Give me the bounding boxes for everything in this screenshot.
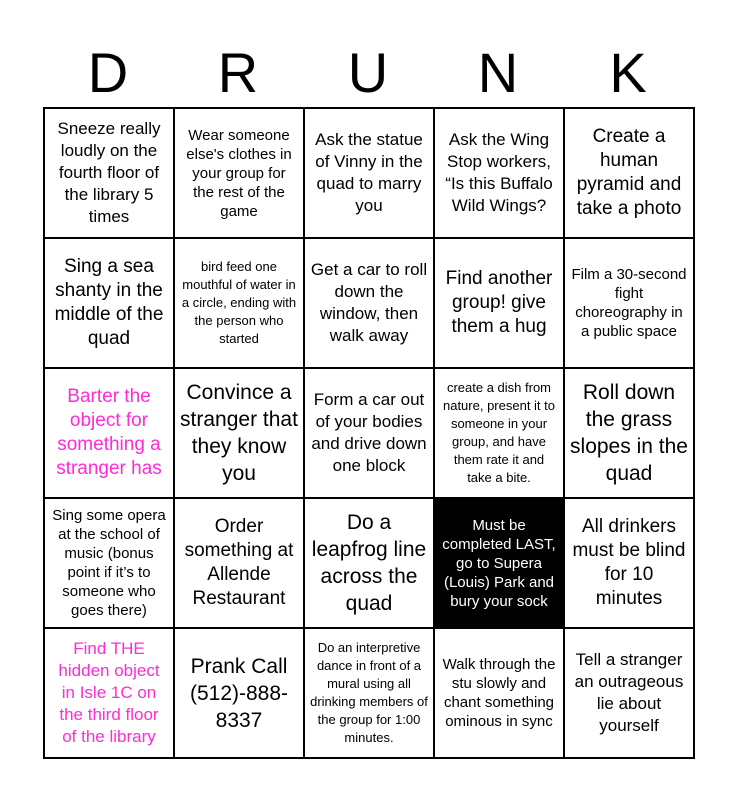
bingo-cell[interactable] <box>435 369 565 499</box>
bingo-cell[interactable] <box>565 109 695 239</box>
cell-text: Prank Call (512)-888-8337 <box>189 654 289 732</box>
cell-text: Film a 30-second fight choreography in a public space <box>571 266 687 340</box>
bingo-cell[interactable] <box>565 499 695 629</box>
cell-text: Tell a stranger an outrageous lie about yourself <box>574 650 684 735</box>
cell-text: Sing some opera at the school of music (bonus point if it’s to someone who goes there) <box>52 507 166 619</box>
cell-text: Sing a sea shanty in the middle of the quad <box>54 256 164 349</box>
cell-text: Convince a stranger that they know you <box>180 381 298 485</box>
bingo-cell[interactable] <box>45 499 175 629</box>
cell-text: bird feed one mouthful of water in a circle, ending with the person who started <box>181 259 297 346</box>
bingo-grid <box>43 107 695 759</box>
bingo-cell[interactable] <box>305 629 435 759</box>
bingo-cell[interactable] <box>45 369 175 499</box>
bingo-cell[interactable] <box>305 499 435 629</box>
cell-text: create a dish from nature, present it to someone in your group, and have them rate it and take a bite. <box>442 380 555 485</box>
bingo-header <box>43 38 693 108</box>
bingo-cell[interactable] <box>565 369 695 499</box>
bingo-cell[interactable] <box>565 629 695 759</box>
bingo-cell[interactable] <box>305 109 435 239</box>
bingo-cell[interactable] <box>175 499 305 629</box>
bingo-cell[interactable] <box>565 239 695 369</box>
header-letter-u: U <box>347 41 389 104</box>
bingo-cell-last[interactable] <box>435 499 565 629</box>
bingo-cell[interactable] <box>435 239 565 369</box>
cell-text: Walk through the stu slowly and chant something ominous in sync <box>442 656 556 730</box>
cell-text: Find THE hidden object in Isle 1C on the third floor of the library <box>58 639 160 746</box>
cell-text: Wear someone else's clothes in your group for the rest of the game <box>186 126 292 220</box>
cell-text: Form a car out of your bodies and drive down one block <box>311 390 427 475</box>
cell-text: Barter the object for something a stranger has <box>56 386 162 479</box>
bingo-cell[interactable] <box>175 629 305 759</box>
header-letter-d: D <box>87 41 129 104</box>
header-letter-n: N <box>477 41 519 104</box>
cell-text: Get a car to roll down the window, then walk away <box>310 260 428 345</box>
cell-text: Roll down the grass slopes in the quad <box>570 381 688 485</box>
cell-text: Must be completed LAST, go to Supera (Louis) Park and bury your sock <box>442 516 556 610</box>
bingo-cell[interactable] <box>175 109 305 239</box>
bingo-cell[interactable] <box>45 109 175 239</box>
cell-text: Ask the Wing Stop workers, “Is this Buffalo Wild Wings? <box>445 130 553 215</box>
bingo-cell[interactable] <box>45 629 175 759</box>
header-letter-k: K <box>609 41 647 104</box>
bingo-cell[interactable] <box>175 369 305 499</box>
cell-text: Create a human pyramid and take a photo <box>576 126 682 219</box>
bingo-cell[interactable] <box>435 109 565 239</box>
cell-text: Sneeze really loudly on the fourth floor of the library 5 times <box>57 119 161 226</box>
bingo-cell[interactable] <box>305 369 435 499</box>
cell-text: Do an interpretive dance in front of a mural using all drinking members of the group for 1:00 minutes. <box>310 640 428 745</box>
cell-text: Order something at Allende Restaurant <box>184 516 294 609</box>
cell-text: All drinkers must be blind for 10 minutes <box>572 516 686 609</box>
bingo-cell[interactable] <box>175 239 305 369</box>
cell-text: Do a leapfrog line across the quad <box>311 511 427 615</box>
bingo-cell[interactable] <box>305 239 435 369</box>
cell-text: Ask the statue of Vinny in the quad to marry you <box>315 130 423 215</box>
header-letter-r: R <box>217 41 259 104</box>
bingo-cell[interactable] <box>435 629 565 759</box>
cell-text: Find another group! give them a hug <box>445 268 553 337</box>
bingo-cell[interactable] <box>45 239 175 369</box>
